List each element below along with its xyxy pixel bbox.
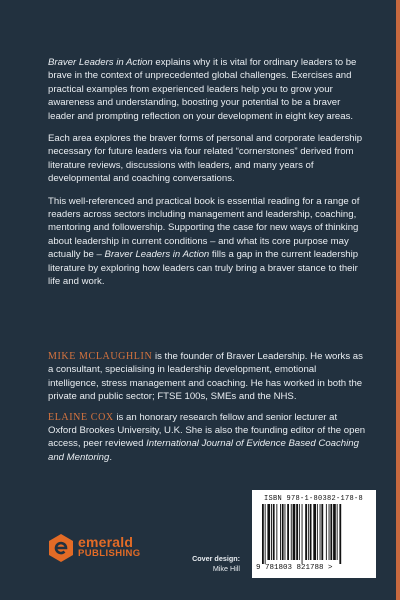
- publisher-logo: [48, 533, 141, 563]
- blurb-text: [48, 56, 368, 298]
- cover-design-credit: [190, 554, 240, 574]
- emerald-e-logo-icon: [48, 533, 74, 563]
- blurb-paragraph-2: Each area explores the braver forms of personal and corporate leadership necessary for future leaders via four related “cornerstones” derived from literature reviews, discussions with leaders, and many years of developmental and coaching conversations.: [48, 133, 363, 185]
- book-title-italic: Braver Leaders in Action: [48, 57, 153, 68]
- isbn-barcode: [252, 490, 376, 578]
- author-name: MIKE MCLAUGHLIN: [48, 351, 153, 362]
- isbn-number: ISBN 978-1-80382-178-8: [264, 495, 364, 503]
- cover-design-label: Cover design:: [192, 554, 240, 563]
- cover-designer-name: Mike Hill: [212, 564, 240, 573]
- publisher-subtitle: PUBLISHING: [78, 548, 141, 559]
- barcode-digits: 9 781803 821788 >: [256, 564, 333, 572]
- author-bio-1: MIKE MCLAUGHLIN is the founder of Braver Leadership. He works as a consultant, specialising in leadership development, emotional intelligence, stress management and coaching. He has worked in both the private and public sector; FTSE 100s, SMEs and the NHS.: [48, 351, 363, 403]
- barcode-bars: [260, 504, 368, 564]
- author-bios: [48, 350, 368, 471]
- journal-title: International Journal of Evidence Based Coaching and Mentoring: [48, 438, 359, 463]
- blurb-paragraph-1: Braver Leaders in Action explains why it is vital for ordinary leaders to be brave in the context of unprecedented global challenges. Exercises and practical examples from experienced leaders help you to grow your awareness and understanding, boosting your potential to be a braver leader and prompting reflection on your development in eight key areas.: [48, 57, 357, 122]
- book-title-italic: Braver Leaders in Action: [104, 249, 210, 261]
- author-bio-2: ELAINE COX is an honorary research fellow and senior lecturer at Oxford Brookes University, U.K. She is also the founding editor of the open access, peer reviewed International Journal of Evidence Based Coaching and Mentoring.: [48, 411, 366, 463]
- blurb-paragraph-3: This well-referenced and practical book is essential reading for a range of readers across sectors including management and leadership, coaching, mentoring and followership. Supporting the case for new ways of thinking about leadership in current conditions – and what its core purpose may actually be – Braver Leaders in Action fills a gap in the current leadership literature by exploring how leaders can truly bring a braver stance to their life and work.: [48, 195, 360, 288]
- spine-accent-stripe: [396, 0, 400, 600]
- publisher-name: emerald: [78, 534, 134, 550]
- author-name: ELAINE COX: [48, 411, 114, 423]
